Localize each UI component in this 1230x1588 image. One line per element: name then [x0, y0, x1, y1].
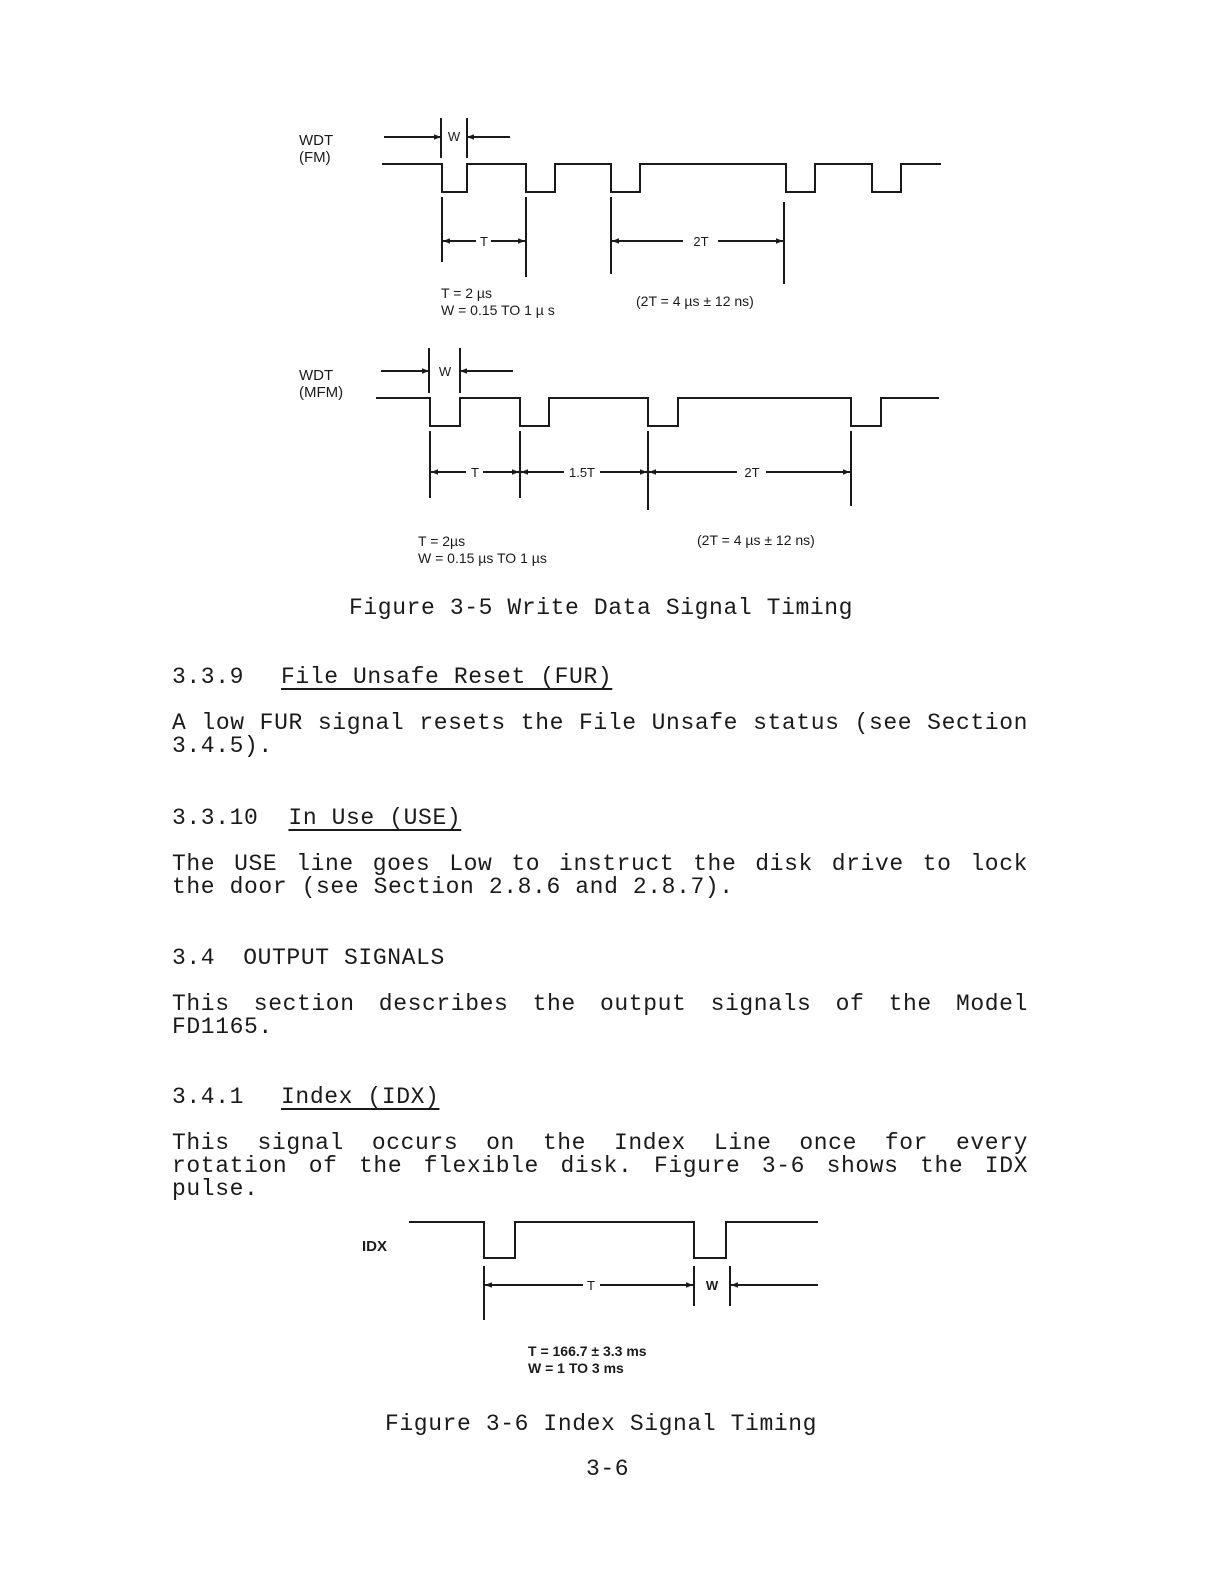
fm-waveform [382, 164, 941, 192]
mfm-signal-label [299, 367, 343, 401]
mfm-w-label: W [438, 364, 452, 379]
fm-notes [441, 285, 555, 319]
idx-w-label: W [705, 1278, 719, 1293]
fm-signal-mode: (FM) [299, 149, 331, 166]
mfm-waveform [376, 398, 939, 426]
section-3-3-10-body: The USE line goes Low to instruct the disk drive to lock the door (see Section 2.8.6 and 2.8.7). [172, 851, 1028, 900]
idx-signal-label: IDX [362, 1238, 388, 1255]
section-3-3-9-heading [172, 664, 612, 690]
section-number: 3.3.9 [172, 664, 245, 690]
fm-note-t: T = 2 µs [441, 285, 492, 301]
idx-note-t: T = 166.7 ± 3.3 ms [528, 1343, 647, 1359]
mfm-15t-label: 1.5T [568, 465, 596, 480]
fm-t-label: T [480, 234, 488, 249]
mfm-t-label: T [471, 465, 479, 480]
page-number: 3-6 [586, 1456, 630, 1482]
section-3-4-body: This section describes the output signals of the Model FD1165. [172, 991, 1028, 1040]
section-title: Index (IDX) [281, 1084, 440, 1110]
section-title: File Unsafe Reset (FUR) [281, 664, 613, 690]
mfm-note-w: W = 0.15 µs TO 1 µs [418, 550, 547, 566]
section-number: 3.4 [172, 945, 216, 971]
section-3-3-10-heading [172, 805, 461, 831]
mfm-signal-name: WDT [299, 367, 334, 384]
idx-notes [528, 1343, 647, 1377]
idx-waveform [409, 1222, 818, 1258]
mfm-signal-mode: (MFM) [299, 384, 344, 401]
section-3-4-1-heading [172, 1084, 439, 1110]
fm-note-2t: (2T = 4 µs ± 12 ns) [636, 293, 754, 309]
figure-3-5-caption: Figure 3-5 Write Data Signal Timing [349, 595, 854, 621]
idx-t-label: T [587, 1278, 595, 1293]
section-title: OUTPUT SIGNALS [243, 945, 445, 971]
fm-signal-name: WDT [299, 132, 334, 149]
mfm-note-2t: (2T = 4 µs ± 12 ns) [697, 532, 815, 548]
section-3-3-9-body: A low FUR signal resets the File Unsafe status (see Section 3.4.5). [172, 710, 1028, 759]
mfm-note-t: T = 2µs [418, 533, 466, 549]
section-number: 3.4.1 [172, 1084, 245, 1110]
idx-note-w: W = 1 TO 3 ms [528, 1360, 624, 1376]
fm-w-label: W [447, 129, 461, 144]
mfm-notes [418, 533, 547, 567]
section-3-4-1-body: This signal occurs on the Index Line once for every rotation of the flexible disk. Figure 3-6 shows the IDX pulse. [172, 1130, 1028, 1202]
section-number: 3.3.10 [172, 805, 259, 831]
fm-2t-label: 2T [693, 234, 709, 249]
fm-note-w: W = 0.15 TO 1 µ s [441, 302, 555, 318]
mfm-2t-label: 2T [744, 465, 760, 480]
section-3-4-heading [172, 945, 445, 971]
section-title: In Use (USE) [288, 805, 462, 831]
figure-3-6-caption: Figure 3-6 Index Signal Timing [385, 1411, 818, 1437]
